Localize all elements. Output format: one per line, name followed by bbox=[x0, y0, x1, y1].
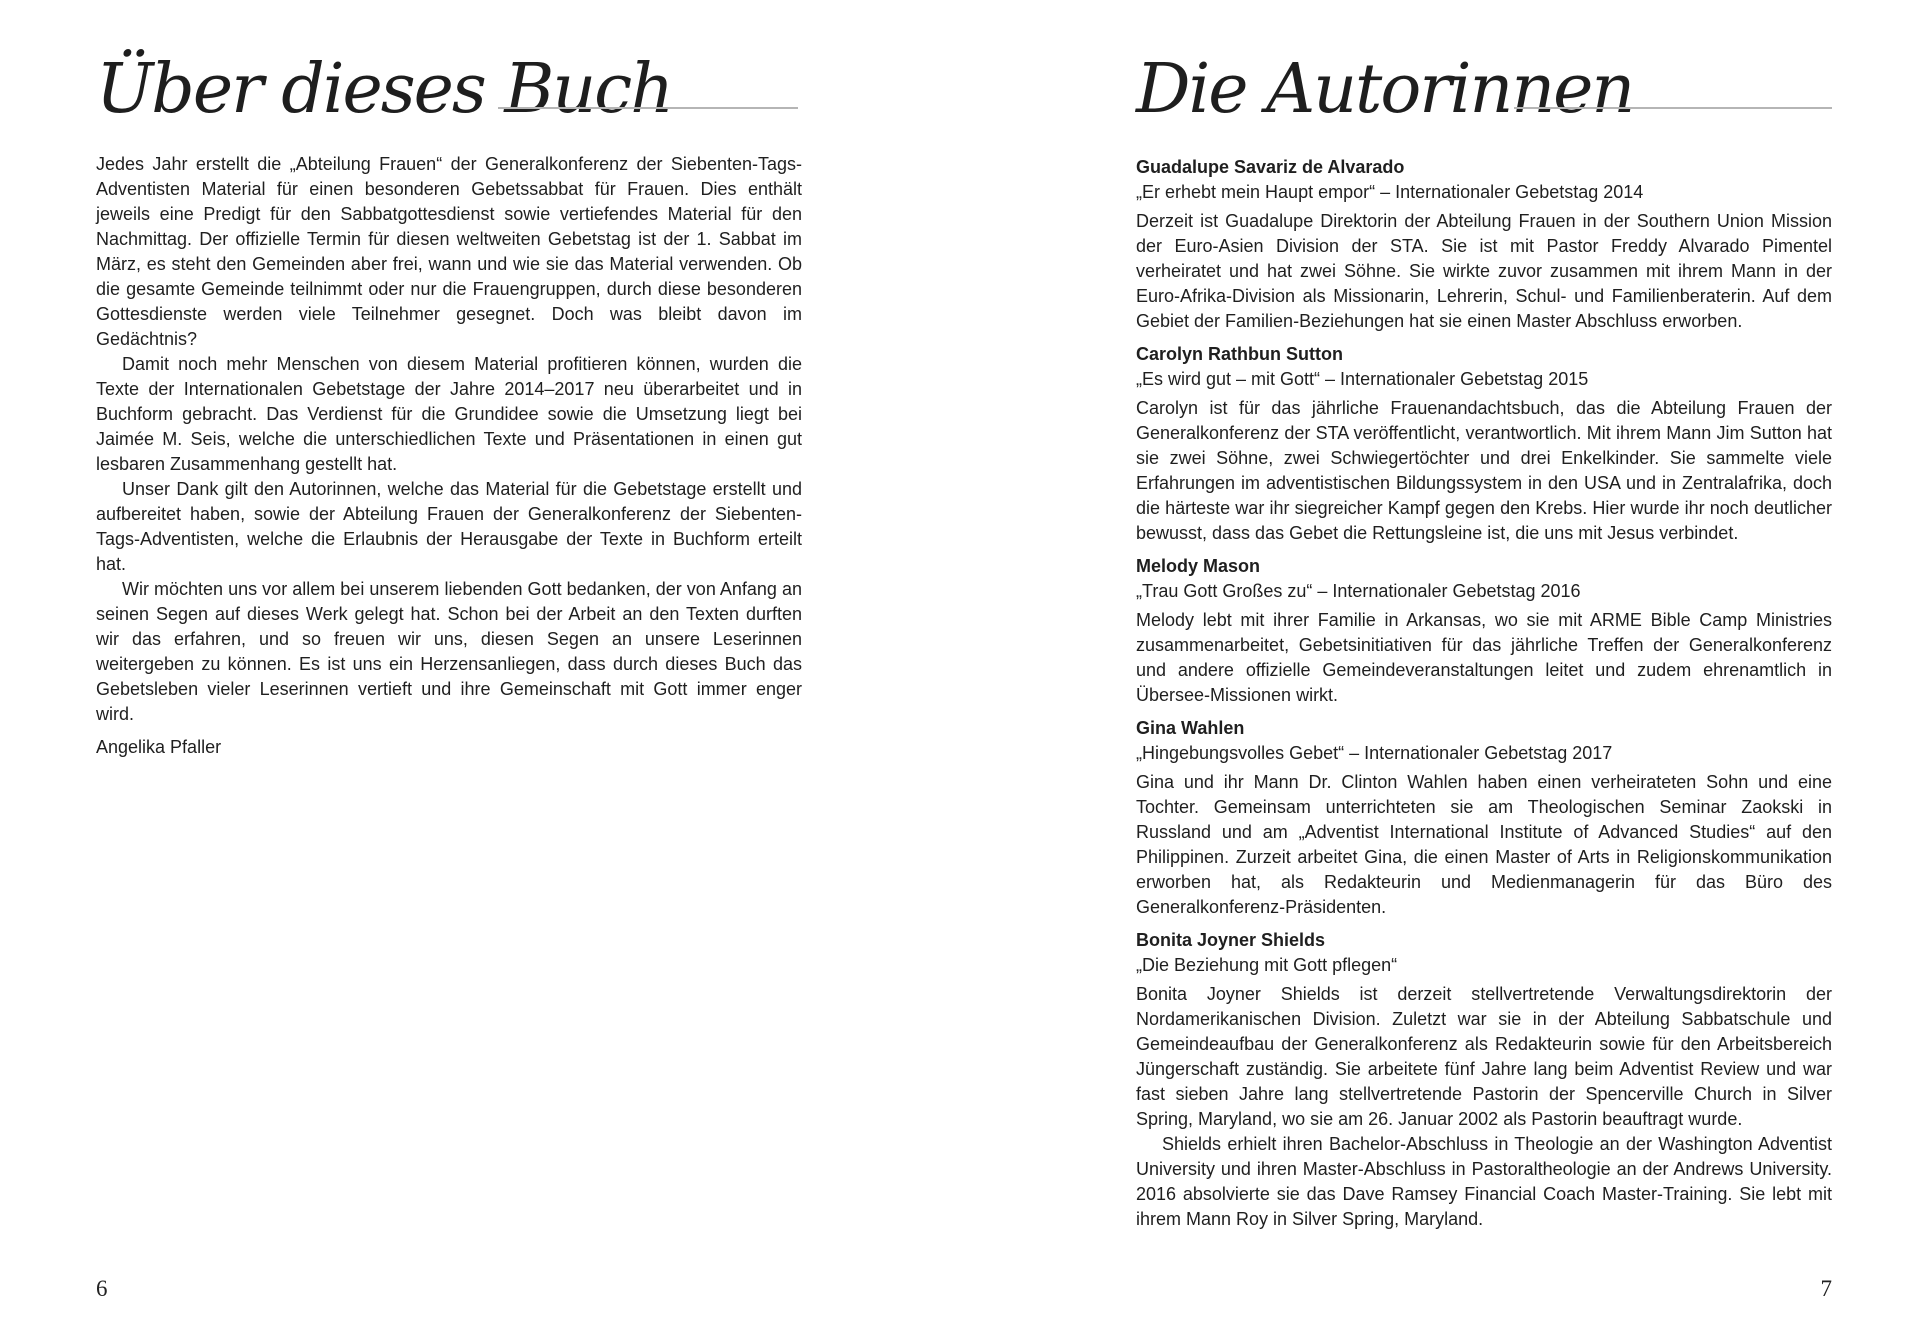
right-title-row bbox=[1136, 40, 1832, 140]
paragraph: Wir möchten uns vor allem bei unserem liebenden Gott bedanken, der von Anfang an seinen Segen auf dieses Werk gelegt hat. Schon bei der Arbeit an den Texten durften wir das erfahren, und so freuen wir uns, diesen Segen an unsere Leserinnen weitergeben zu können. Es ist uns ein Herzensanliegen, dass durch dieses Buch das Gebetsleben vieler Leserinnen vertieft und ihre Gemeinschaft mit Gott immer enger wird. bbox=[96, 579, 802, 724]
page-number: 7 bbox=[1820, 1276, 1832, 1301]
author-subtitle: „Trau Gott Großes zu“ – Internationaler Gebetstag 2016 bbox=[1136, 581, 1581, 601]
page-title: Die Autorinnen bbox=[1136, 50, 1634, 129]
author-bio: Carolyn ist für das jährliche Frauenandachtsbuch, das die Abteilung Frauen der Generalkonferenz der STA veröffentlicht, verantwortlich. Mit ihrem Mann Jim Sutton hat sie zwei Söhne, zwei Schwiegertöchter und drei Enkelkinder. Sie sammelte viele Erfahrungen im adventistischen Bildungssystem in den USA und in Zentralafrika, doch die härteste war ihr siegreicher Kampf gegen den Krebs. Hier wurde ihr noch deutlicher bewusst, dass das Gebet die Rettungsleine ist, die uns mit Jesus verbindet. bbox=[1136, 398, 1832, 543]
author-subtitle: „Er erhebt mein Haupt empor“ – Internationaler Gebetstag 2014 bbox=[1136, 182, 1644, 202]
author-bio: Gina und ihr Mann Dr. Clinton Wahlen haben einen verheirateten Sohn und eine Tochter. Gemeinsam unterrichteten sie am Theologischen Seminar Zaokski in Russland und am „Adventist International Institute of Advanced Studies“ auf den Philippinen. Zurzeit arbeitet Gina, die einen Master of Arts in Religionskommunikation erworben hat, als Redakteurin und Medienmanagerin für das Büro des Generalkonferenz-Präsidenten. bbox=[1136, 772, 1832, 917]
author-entry bbox=[1136, 554, 1832, 708]
author-bio-continued: Shields erhielt ihren Bachelor-Abschluss in Theologie an der Washington Adventist University und ihren Master-Abschluss in Pastoraltheologie an der Andrews University. 2016 absolvierte sie das Dave Ramsey Financial Coach Master-Training. Sie lebt mit ihrem Mann Roy in Silver Spring, Maryland. bbox=[1136, 1134, 1832, 1229]
paragraph: Jedes Jahr erstellt die „Abteilung Frauen“ der Generalkonferenz der Siebenten-Tags-Adventisten Material für einen besonderen Gebetssabbat für Frauen. Dies enthält jeweils eine Predigt für den Sabbatgottesdienst sowie vertiefendes Material für den Nachmittag. Der offizielle Termin für diesen weltweiten Gebetstag ist der 1. Sabbat im März, es steht den Gemeinden aber frei, wann und wie sie das Material verwenden. Ob die gesamte Gemeinde teilnimmt oder nur die Frauengruppen, durch diese besonderen Gottesdienste werden viele Teilnehmer gesegnet. Doch was bleibt davon im Gedächtnis? bbox=[96, 154, 802, 349]
title-rule bbox=[498, 107, 798, 109]
paragraph: Unser Dank gilt den Autorinnen, welche das Material für die Gebetstage erstellt und aufbereitet haben, sowie der Abteilung Frauen der Generalkonferenz der Siebenten-Tags-Adventisten, welche die Erlaubnis der Herausgabe der Texte in Buchform erteilt hat. bbox=[96, 479, 802, 574]
author-name: Gina Wahlen bbox=[1136, 718, 1245, 738]
author-entry bbox=[1136, 928, 1832, 1232]
left-title-row bbox=[96, 40, 802, 140]
author-name: Melody Mason bbox=[1136, 556, 1261, 576]
author-name: Guadalupe Savariz de Alvarado bbox=[1136, 157, 1405, 177]
author-subtitle: „Die Beziehung mit Gott pflegen“ bbox=[1136, 955, 1398, 975]
title-rule bbox=[1514, 107, 1832, 109]
left-page bbox=[96, 0, 802, 1344]
author-name: Bonita Joyner Shields bbox=[1136, 930, 1326, 950]
left-body-text bbox=[96, 152, 802, 760]
author-bio: Bonita Joyner Shields ist derzeit stellvertretende Verwaltungsdirektorin der Nordamerikanischen Division. Zuletzt war sie in der Abteilung Sabbatschule und Gemeindeaufbau der Generalkonferenz als Redakteurin sowie für den Arbeitsbereich Jüngerschaft zuständig. Sie arbeitete fünf Jahre lang beim Adventist Review und war fast sieben Jahre lang stellvertretende Pastorin der Spencerville Church in Silver Spring, Maryland, wo sie am 26. Januar 2002 als Pastorin beauftragt wurde. bbox=[1136, 984, 1832, 1129]
author-entry bbox=[1136, 155, 1832, 334]
author-entry bbox=[1136, 342, 1832, 546]
author-subtitle: „Hingebungsvolles Gebet“ – Internationaler Gebetstag 2017 bbox=[1136, 743, 1613, 763]
signature: Angelika Pfaller bbox=[96, 737, 222, 757]
paragraph: Damit noch mehr Menschen von diesem Material profitieren können, wurden die Texte der Internationalen Gebetstage der Jahre 2014–2017 neu überarbeitet und in Buchform gebracht. Das Verdienst für die Grundidee sowie die Umsetzung liegt bei Jaimée M. Seis, welche die unterschiedlichen Texte und Präsentationen in einen gut lesbaren Zusammenhang gestellt hat. bbox=[96, 354, 802, 474]
author-entry bbox=[1136, 716, 1832, 920]
author-list bbox=[1136, 155, 1832, 1240]
author-name: Carolyn Rathbun Sutton bbox=[1136, 344, 1343, 364]
author-bio: Derzeit ist Guadalupe Direktorin der Abteilung Frauen in der Southern Union Mission der Euro-Asien Division der STA. Sie ist mit Pastor Freddy Alvarado Pimentel verheiratet und hat zwei Söhne. Sie wirkte zuvor zusammen mit ihrem Mann in der Euro-Afrika-Division als Missionarin, Lehrerin, Schul- und Familienberaterin. Auf dem Gebiet der Familien-Beziehungen hat sie einen Master Abschluss erworben. bbox=[1136, 211, 1832, 331]
author-subtitle: „Es wird gut – mit Gott“ – Internationaler Gebetstag 2015 bbox=[1136, 369, 1589, 389]
right-page bbox=[1136, 0, 1832, 1344]
author-bio: Melody lebt mit ihrer Familie in Arkansas, wo sie mit ARME Bible Camp Ministries zusammenarbeitet, Gebetsinitiativen für das jährliche Treffen der Generalkonferenz und andere offizielle Gemeindeveranstaltungen leitet und zudem ehrenamtlich in Übersee-Missionen wirkt. bbox=[1136, 610, 1832, 705]
page-number: 6 bbox=[96, 1276, 108, 1301]
page-title: Über dieses Buch bbox=[96, 50, 673, 129]
